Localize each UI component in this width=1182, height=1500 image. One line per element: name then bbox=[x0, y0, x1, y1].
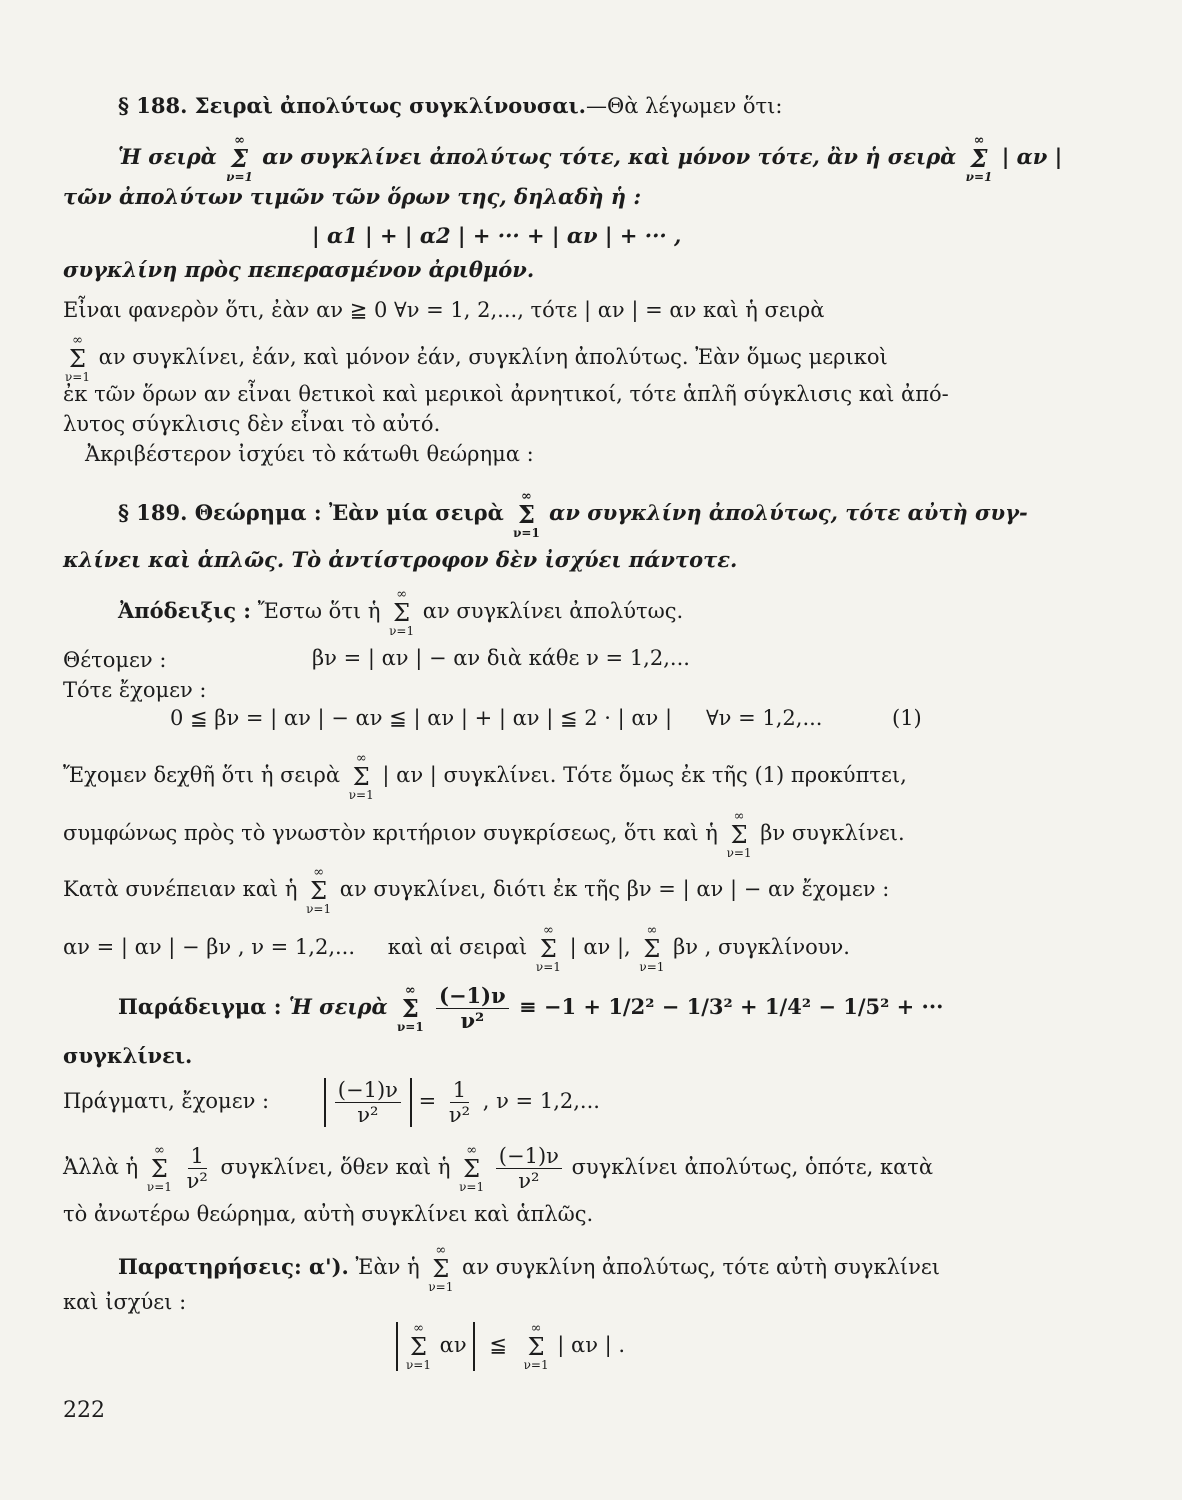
setting-label: Θέτομεν : bbox=[63, 648, 167, 672]
indeed-range: , ν = 1,2,... bbox=[482, 1089, 600, 1114]
but-text-a: Ἀλλὰ ἡ bbox=[63, 1155, 139, 1180]
remarks-label: Παρατηρήσεις: α'). bbox=[118, 1254, 349, 1279]
sum-symbol: ∞ Σ ν=1 bbox=[306, 865, 332, 916]
section-189-title-b: αν συγκλίνη ἀπολύτως, τότε αὐτὴ συγ- bbox=[549, 500, 1028, 525]
paragraph-line-3: ἐκ τῶν ὅρων αν εἶναι θετικοὶ καὶ μερικοὶ ἀρνητικοί, τότε ἁπλῆ σύγκλισις καὶ ἀπό- bbox=[63, 382, 949, 406]
example-text: Ἡ σειρὰ bbox=[288, 994, 388, 1020]
section-188-intro: —Θὰ λέγωμεν ὅτι: bbox=[586, 94, 783, 118]
definition-text-c: | αν | bbox=[1001, 144, 1063, 169]
proof-line-2-b: βν συγκλίνει. bbox=[760, 821, 905, 845]
sum-symbol: ∞ Σ ν=1 bbox=[965, 133, 993, 184]
final-abs bbox=[396, 1322, 475, 1371]
proof-line-4 bbox=[63, 924, 933, 973]
proof-text-a: Ἔστω ὅτι ἡ bbox=[257, 599, 381, 623]
but-fraction: $\frac{1}{\text{ν²}}$ bbox=[186, 1144, 208, 1194]
but-line bbox=[63, 1144, 933, 1193]
sum-symbol: ∞ Σ ν=1 bbox=[726, 809, 752, 860]
final-lhs: αν bbox=[439, 1333, 467, 1357]
paragraph-text: αν συγκλίνει, ἐάν, καὶ μόνον ἐάν, συγκλίνη ἀπολύτως. Ἐὰν ὅμως μερικοὶ bbox=[98, 345, 888, 369]
proof-line-4-c: | αν |, bbox=[569, 935, 631, 959]
definition-series: | α1 | + | α2 | + ··· + | αν | + ··· , bbox=[312, 223, 682, 248]
remarks-line bbox=[118, 1244, 988, 1293]
proof-line-3-a: Κατὰ συνέπειαν καὶ ἡ bbox=[63, 877, 298, 901]
sum-symbol: ∞ Σ ν=1 bbox=[428, 1243, 454, 1294]
proof-line-1-b: | αν | συγκλίνει. Τότε ὅμως ἐκ τῆς (1) προκύπτει, bbox=[382, 763, 907, 787]
indeed-line: Πράγματι, ἔχομεν : $\frac{(-1)\nu}{\text{ν²}}$ = $\frac{1}{\text{ν²}}$ , ν = 1,2,... bbox=[63, 1078, 600, 1128]
then-label: Τότε ἔχομεν : bbox=[63, 678, 207, 702]
sum-symbol: ∞ Σ ν=1 bbox=[535, 923, 561, 974]
section-189-heading bbox=[118, 489, 1028, 540]
indeed-fraction: $\frac{(-1)\nu}{\text{ν²}}$ bbox=[335, 1078, 401, 1127]
proof-text-b: αν συγκλίνει ἀπολύτως. bbox=[422, 599, 684, 623]
but-text-c: συγκλίνει ἀπολύτως, ὁπότε, κατὰ bbox=[571, 1155, 934, 1180]
sum-symbol: ∞ Σ ν=1 bbox=[523, 1321, 549, 1372]
but-text-b: συγκλίνει, ὅθεν καὶ ἡ bbox=[220, 1155, 451, 1180]
indeed-rhs-fraction: $\frac{1}{\text{ν²}}$ bbox=[448, 1078, 471, 1128]
but-line-2: τὸ ἀνωτέρω θεώρημα, αὐτὴ συγκλίνει καὶ ἁπλῶς. bbox=[63, 1202, 594, 1226]
definition-line-2: τῶν ἀπολύτων τιμῶν τῶν ὅρων της, δηλαδὴ ἡ : bbox=[63, 184, 642, 209]
equation-number: (1) bbox=[892, 706, 922, 730]
inequality-range: ∀ν = 1,2,... bbox=[706, 706, 823, 730]
proof-line-4-a: αν = | αν | − βν , ν = 1,2,... bbox=[63, 935, 356, 959]
definition-line-1 bbox=[118, 133, 1063, 184]
setting-equation: βν = | αν | − αν διὰ κάθε ν = 1,2,... bbox=[312, 646, 690, 670]
sum-symbol: ∞ Σ ν=1 bbox=[146, 1143, 172, 1195]
proof-label: Ἀπόδειξις : bbox=[118, 598, 252, 623]
proof-line-1 bbox=[63, 752, 933, 801]
section-188-heading bbox=[118, 92, 988, 120]
proof-line-2 bbox=[63, 810, 933, 859]
sum-symbol: ∞ Σ ν=1 bbox=[513, 489, 540, 540]
sum-symbol: ∞ Σ ν=1 bbox=[406, 1321, 431, 1372]
example-fraction: $\frac{(-1)\nu}{\text{ν²}}$ bbox=[436, 984, 509, 1033]
section-188-title: § 188. Σειραὶ ἀπολύτως συγκλίνουσαι. bbox=[118, 93, 586, 118]
proof-line-1-a: Ἔχομεν δεχθῆ ὅτι ἡ σειρὰ bbox=[63, 763, 341, 787]
paragraph-line-5: Ἀκριβέστερον ἰσχύει τὸ κάτωθι θεώρημα : bbox=[85, 442, 534, 466]
sum-symbol: ∞ Σ ν=1 bbox=[65, 333, 90, 384]
remarks-text-b: αν συγκλίνη ἀπολύτως, τότε αὐτὴ συγκλίνει bbox=[462, 1255, 941, 1279]
remarks-text-a: Ἐὰν ἡ bbox=[355, 1255, 420, 1279]
remarks-line-2: καὶ ἰσχύει : bbox=[63, 1290, 187, 1314]
proof-line-2-a: συμφώνως πρὸς τὸ γνωστὸν κριτήριον συγκρίσεως, ὅτι καὶ ἡ bbox=[63, 821, 718, 845]
indeed-label: Πράγματι, ἔχομεν : bbox=[63, 1089, 270, 1114]
proof-line-3-b: αν συγκλίνει, διότι ἐκ τῆς βν = | αν | − αν ἔχομεν : bbox=[339, 877, 890, 901]
final-inequality bbox=[396, 1322, 625, 1371]
inequality: 0 ≦ βν = | αν | − αν ≦ | αν | + | αν | ≦ 2 · | αν | bbox=[170, 706, 673, 730]
definition-text-b: αν συγκλίνει ἀπολύτως τότε, καὶ μόνον τότε, ἂν ἡ σειρὰ bbox=[262, 144, 957, 169]
sum-symbol: ∞ Σ ν=1 bbox=[226, 133, 253, 184]
example-end: συγκλίνει. bbox=[63, 1043, 193, 1068]
paragraph-line-4: λυτος σύγκλισις δὲν εἶναι τὸ αὐτό. bbox=[63, 412, 441, 436]
paragraph-line-2 bbox=[63, 334, 933, 383]
example-rhs: ≡ −1 + 1/2² − 1/3² + 1/4² − 1/5² + ··· bbox=[518, 994, 944, 1020]
example-line bbox=[118, 984, 988, 1033]
example-label: Παράδειγμα : bbox=[118, 994, 282, 1020]
proof-line-4-d: βν , συγκλίνουν. bbox=[673, 935, 850, 959]
final-rhs: | αν | . bbox=[557, 1333, 626, 1357]
sum-symbol: ∞ Σ ν=1 bbox=[389, 587, 415, 638]
section-189-title-c: κλίνει καὶ ἁπλῶς. Τὸ ἀντίστροφον δὲν ἰσχύει πάντοτε. bbox=[63, 547, 738, 572]
section-189-title-a: § 189. Θεώρημα : Ἐὰν μία σειρὰ bbox=[118, 500, 504, 525]
paragraph-line-1: Εἶναι φανερὸν ὅτι, ἐὰν αν ≧ 0 ∀ν = 1, 2,..., τότε | αν | = αν καὶ ἡ σειρὰ bbox=[63, 298, 825, 322]
sum-symbol: ∞ Σ ν=1 bbox=[459, 1143, 485, 1195]
sum-symbol: ∞ Σ ν=1 bbox=[639, 923, 665, 974]
proof-line bbox=[118, 588, 988, 637]
abs-value bbox=[324, 1078, 412, 1127]
final-relation: ≦ bbox=[489, 1333, 507, 1357]
definition-line-3: συγκλίνη πρὸς πεπερασμένον ἀριθμόν. bbox=[63, 257, 535, 282]
sum-symbol: ∞ Σ ν=1 bbox=[396, 983, 424, 1035]
proof-line-4-b: καὶ αἱ σειραὶ bbox=[387, 935, 528, 959]
but-fraction-2: $\frac{(-1)\nu}{\text{ν²}}$ bbox=[496, 1144, 562, 1193]
sum-symbol: ∞ Σ ν=1 bbox=[348, 751, 374, 802]
proof-line-3 bbox=[63, 866, 933, 915]
definition-text-a: Ἡ σειρὰ bbox=[118, 144, 217, 169]
page-number: 222 bbox=[63, 1398, 105, 1423]
